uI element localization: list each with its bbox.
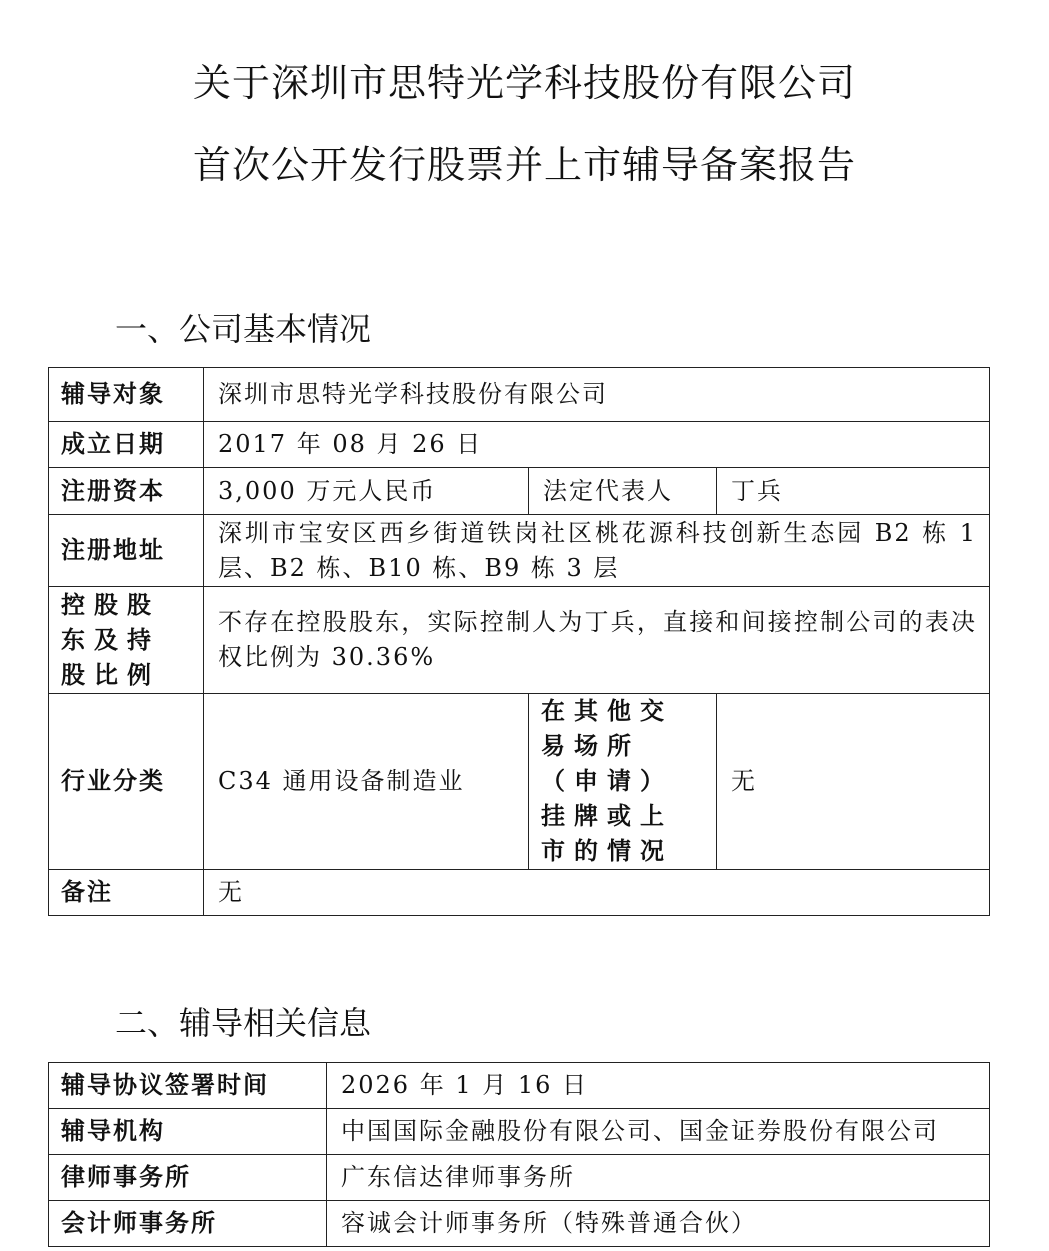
address-label: 注册地址: [49, 515, 204, 587]
legal-rep-value: 丁兵: [717, 468, 990, 515]
shareholder-value: 不存在控股股东，实际控制人为丁兵，直接和间接控制公司的表决权比例为 30.36%: [204, 587, 990, 694]
remarks-label: 备注: [49, 870, 204, 916]
table-row: [49, 422, 990, 468]
agreement-date-value: 2026 年 1 月 16 日: [327, 1063, 990, 1109]
address-value: 深圳市宝安区西乡街道铁岗社区桃花源科技创新生态园 B2 栋 1 层、B2 栋、B10 栋、B9 栋 3 层: [204, 515, 990, 587]
table-row: [49, 1109, 990, 1155]
table-row: [49, 1201, 990, 1247]
other-listing-label: 在其他交易场所（申请）挂牌或上市的情况: [529, 694, 717, 870]
institution-value: 中国国际金融股份有限公司、国金证券股份有限公司: [327, 1109, 990, 1155]
table-row: [49, 694, 990, 870]
industry-label: 行业分类: [49, 694, 204, 870]
legal-rep-label: 法定代表人: [529, 468, 717, 515]
law-firm-value: 广东信达律师事务所: [327, 1155, 990, 1201]
target-label: 辅导对象: [49, 368, 204, 422]
remarks-value: 无: [204, 870, 990, 916]
industry-value: C34 通用设备制造业: [204, 694, 529, 870]
capital-label: 注册资本: [49, 468, 204, 515]
accounting-firm-label: 会计师事务所: [49, 1201, 327, 1247]
accounting-firm-value: 容诚会计师事务所（特殊普通合伙）: [327, 1201, 990, 1247]
institution-label: 辅导机构: [49, 1109, 327, 1155]
report-title-line2: 首次公开发行股票并上市辅导备案报告: [192, 143, 856, 187]
report-title-line1: 关于深圳市思特光学科技股份有限公司: [192, 61, 856, 105]
tutoring-info-table: [48, 1062, 990, 1247]
shareholder-label: 控股股东及持股比例: [49, 587, 204, 694]
table-row: [49, 1063, 990, 1109]
target-value: 深圳市思特光学科技股份有限公司: [204, 368, 990, 422]
other-listing-value: 无: [717, 694, 990, 870]
table-row: [49, 515, 990, 587]
section2-heading: 二、辅导相关信息: [115, 1004, 372, 1042]
capital-value: 3,000 万元人民币: [204, 468, 529, 515]
law-firm-label: 律师事务所: [49, 1155, 327, 1201]
table-row: [49, 368, 990, 422]
company-basic-info-table: [48, 367, 990, 916]
established-label: 成立日期: [49, 422, 204, 468]
agreement-date-label: 辅导协议签署时间: [49, 1063, 327, 1109]
table-row: [49, 468, 990, 515]
table-row: [49, 1155, 990, 1201]
table-row: [49, 870, 990, 916]
section1-heading: 一、公司基本情况: [115, 310, 372, 348]
established-value: 2017 年 08 月 26 日: [204, 422, 990, 468]
table-row: [49, 587, 990, 694]
